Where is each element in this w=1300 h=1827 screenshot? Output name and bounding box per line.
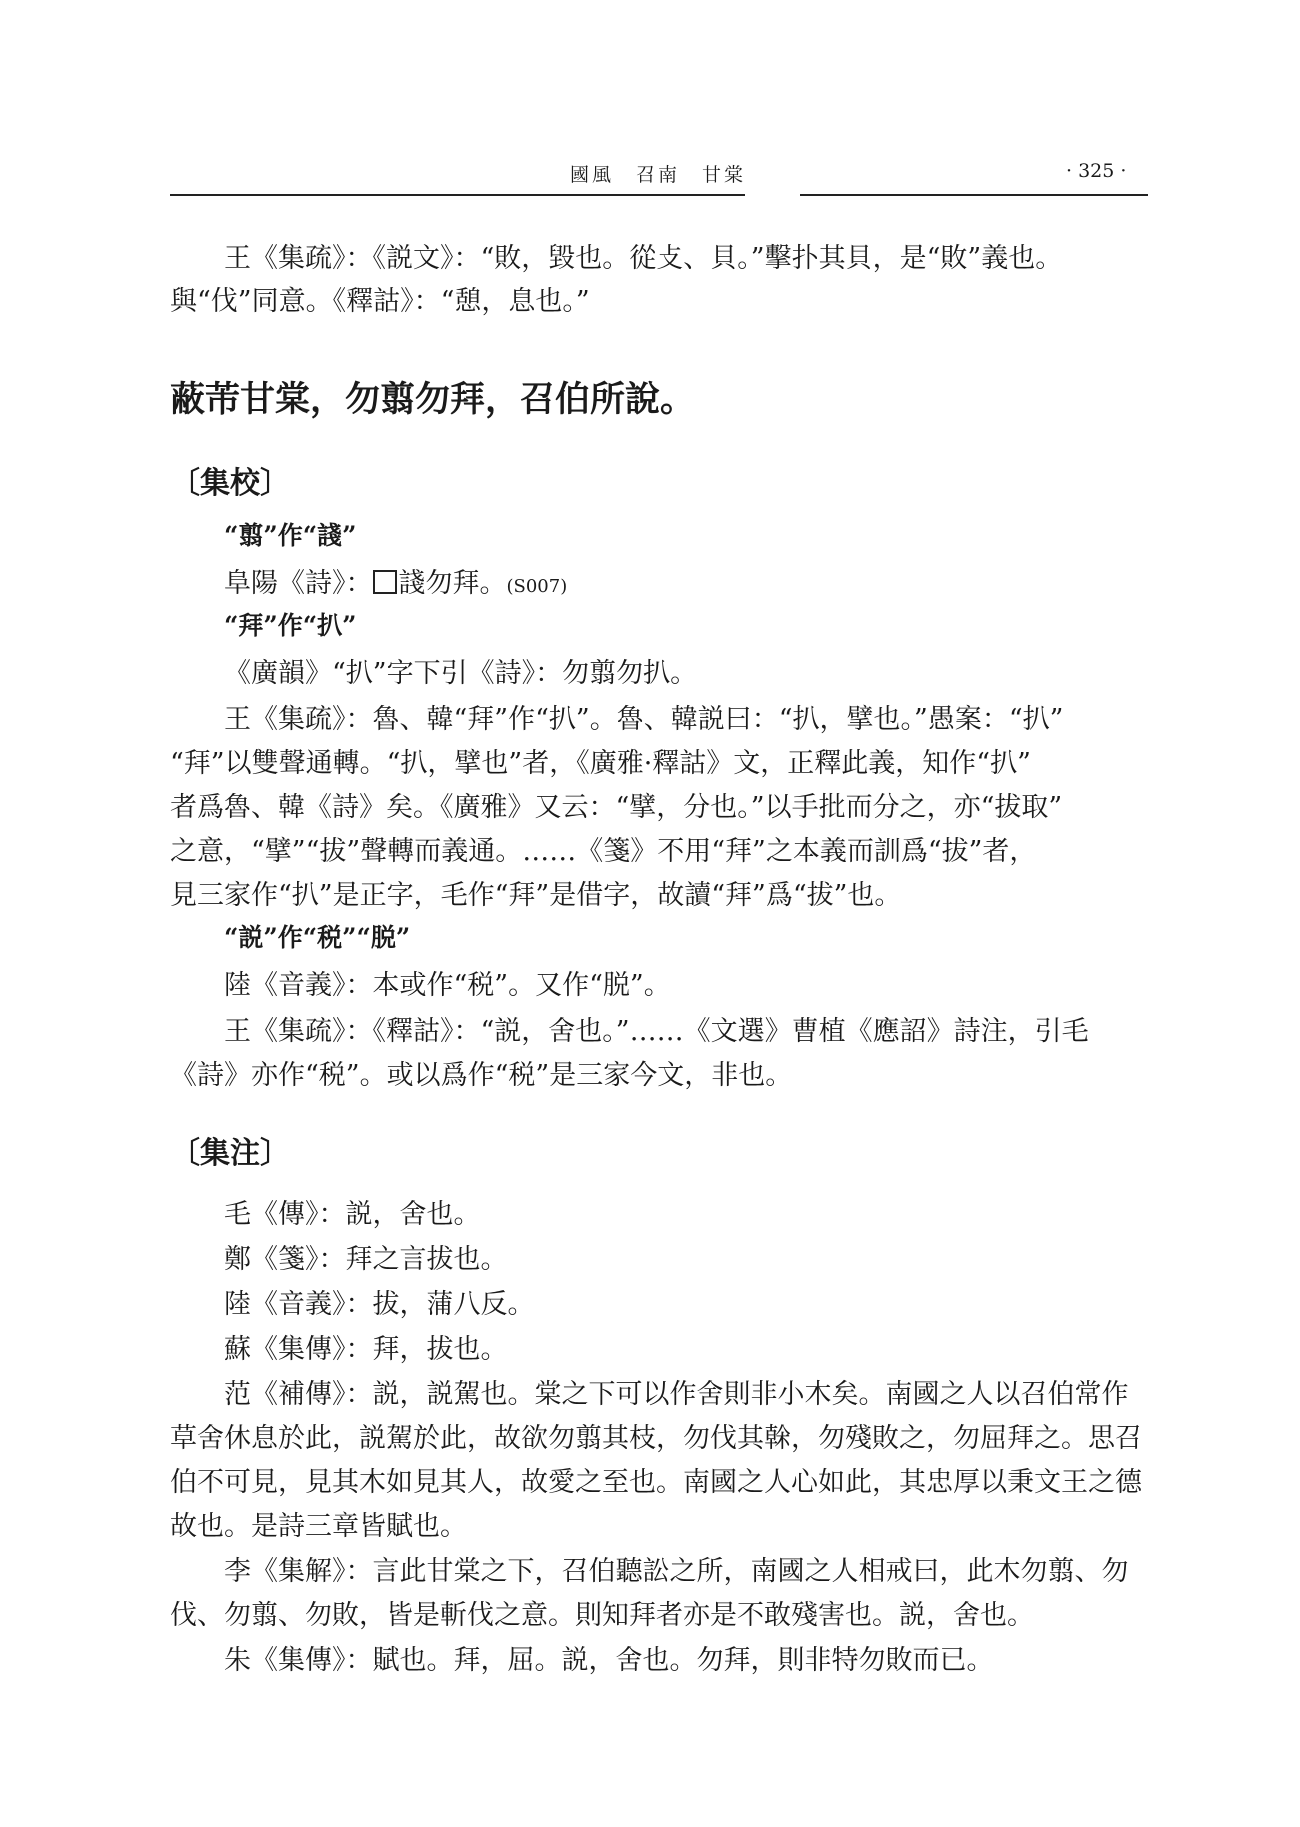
wang-para-line-3: 者爲魯、韓《詩》矣。《廣雅》又云：“擘，分也。”以手批而分之，亦“拔取” — [170, 792, 1063, 823]
variant-heading-2: “拜”作“扒” — [224, 611, 357, 640]
intro-line-2: 與“伐”同意。《釋詁》：“憩，息也。” — [170, 286, 590, 317]
variant-line-1-source: 阜陽《詩》： — [224, 568, 373, 599]
running-head — [0, 160, 1300, 190]
intro-line-1: 王《集疏》：《説文》：“敗，毀也。從攴、貝。”擊扑其貝，是“敗”義也。 — [224, 243, 1063, 274]
variant-line-1 — [224, 561, 567, 600]
variant-heading-3: “説”作“税”“脱” — [224, 923, 411, 952]
variant-line-3: 陸《音義》：本或作“税”。又作“脱”。 — [224, 970, 671, 1001]
variant-line-2: 《廣韻》“扒”字下引《詩》：勿翦勿扒。 — [224, 658, 698, 689]
wang-para-line-5: 見三家作“扒”是正字，毛作“拜”是借字，故讀“拜”爲“拔”也。 — [170, 880, 902, 911]
section-heading-jijiao: 〔集校〕 — [170, 466, 290, 501]
wang-para-line-4: 之意，“擘”“拔”聲轉而義通。……《箋》不用“拜”之本義而訓爲“拔”者， — [170, 836, 1037, 867]
commentary-fan-line-2: 草舍休息於此，説駕於此，故欲勿翦其枝，勿伐其榦，勿殘敗之，勿屈拜之。思召 — [170, 1423, 1142, 1454]
header-rule-left — [170, 194, 745, 196]
commentary-li-line-1: 李《集解》：言此甘棠之下，召伯聽訟之所，南國之人相戒曰，此木勿翦、勿 — [224, 1556, 1129, 1587]
commentary-su: 蘇《集傳》：拜，拔也。 — [224, 1334, 508, 1365]
variant-line-1-text: 諓勿拜。 — [398, 568, 507, 599]
commentary-mao: 毛《傳》：説，舍也。 — [224, 1199, 481, 1230]
section-heading-jizhu: 〔集注〕 — [170, 1136, 290, 1171]
verse-line: 蔽芾甘棠，勿翦勿拜，召伯所說。 — [170, 379, 696, 420]
missing-character-box — [373, 570, 397, 594]
variant-line-1-ref: (S007) — [506, 576, 568, 597]
wang-para2-line-1: 王《集疏》：《釋詁》：“説，舍也。”……《文選》曹植《應詔》詩注，引毛 — [224, 1016, 1089, 1047]
header-rule-right — [800, 194, 1148, 196]
variant-heading-1: “翦”作“諓” — [224, 521, 357, 550]
commentary-fan-line-4: 故也。是詩三章皆賦也。 — [170, 1511, 467, 1542]
commentary-lu: 陸《音義》：拔，蒲八反。 — [224, 1289, 535, 1320]
commentary-fan-line-1: 范《補傳》：説，説駕也。棠之下可以作舍則非小木矣。南國之人以召伯常作 — [224, 1379, 1129, 1410]
commentary-zheng: 鄭《箋》：拜之言拔也。 — [224, 1244, 508, 1275]
wang-para-line-2: “拜”以雙聲通轉。“扒，擘也”者，《廣雅·釋詁》文，正釋此義，知作“扒” — [170, 748, 1031, 779]
wang-para2-line-2: 《詩》亦作“税”。或以爲作“税”是三家今文，非也。 — [170, 1060, 793, 1091]
commentary-zhu: 朱《集傳》：賦也。拜，屈。説，舍也。勿拜，則非特勿敗而已。 — [224, 1645, 994, 1676]
wang-para-line-1: 王《集疏》：魯、韓“拜”作“扒”。魯、韓説曰：“扒，擘也。”愚案：“扒” — [224, 704, 1064, 735]
running-title: 國風 召南 甘棠 — [570, 164, 747, 186]
commentary-li-line-2: 伐、勿翦、勿敗，皆是斬伐之意。則知拜者亦是不敢殘害也。説，舍也。 — [170, 1600, 1034, 1631]
commentary-fan-line-3: 伯不可見，見其木如見其人，故愛之至也。南國之人心如此，其忠厚以秉文王之德 — [170, 1467, 1142, 1498]
page-number: · 325 · — [1066, 160, 1127, 182]
